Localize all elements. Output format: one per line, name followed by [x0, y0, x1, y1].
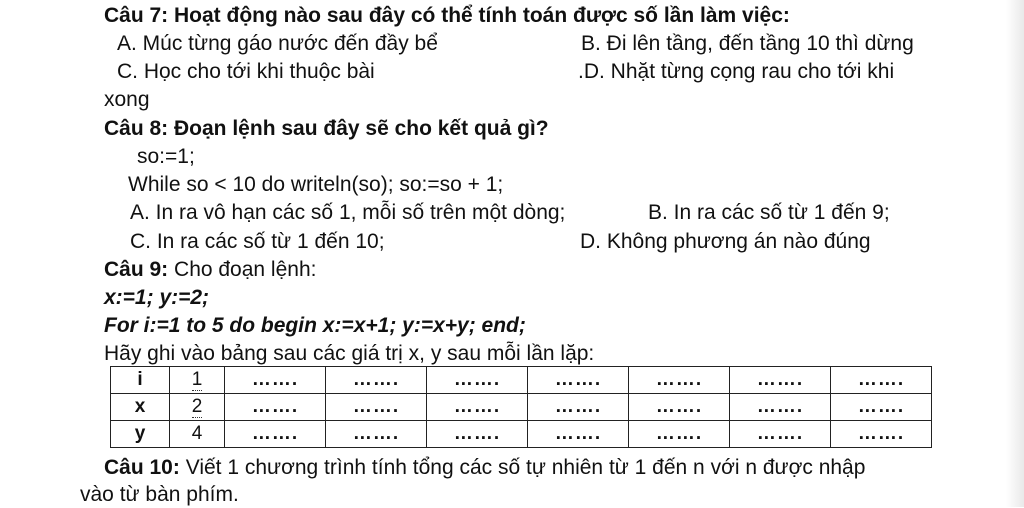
blank-cell: …….	[528, 367, 629, 394]
table-cell: 4	[170, 421, 225, 448]
blank-cell: …….	[629, 421, 730, 448]
blank-cell: …….	[730, 394, 831, 421]
q8-option-a: A. In ra vô hạn các số 1, mỗi số trên một dòng;	[130, 201, 566, 224]
q7-option-d: .D. Nhặt từng cọng rau cho tới khi	[578, 60, 895, 83]
q9-text: Cho đoạn lệnh:	[168, 258, 317, 281]
blank-cell: …….	[326, 394, 427, 421]
q8-option-d: D. Không phương án nào đúng	[580, 230, 871, 253]
q7-option-c: C. Học cho tới khi thuộc bài	[117, 60, 375, 83]
q9-instruction: Hãy ghi vào bảng sau các giá trị x, y sau mỗi lần lặp:	[104, 342, 595, 365]
table-row	[111, 367, 932, 394]
q9-heading	[104, 257, 316, 283]
q10-label: Câu 10:	[104, 456, 180, 479]
blank-cell: …….	[225, 421, 326, 448]
q9-code-line-1: x:=1; y:=2;	[104, 286, 210, 309]
row-label-y: y	[111, 421, 170, 448]
q10-heading	[104, 455, 865, 481]
blank-cell: …….	[730, 367, 831, 394]
blank-cell: …….	[326, 367, 427, 394]
blank-cell: …….	[427, 394, 528, 421]
table-cell: 2	[170, 394, 225, 421]
page-edge-shadow	[1006, 0, 1024, 507]
q9-code-line-2: For i:=1 to 5 do begin x:=x+1; y:=x+y; end;	[104, 314, 526, 337]
q10-text: Viết 1 chương trình tính tổng các số tự nhiên từ 1 đến n với n được nhập	[179, 456, 866, 479]
blank-cell: …….	[528, 421, 629, 448]
blank-cell: …….	[326, 421, 427, 448]
q8-title: Câu 8: Đoạn lệnh sau đây sẽ cho kết quả gì?	[104, 117, 549, 140]
q7-option-a: A. Múc từng gáo nước đến đầy bể	[117, 32, 438, 55]
blank-cell: …….	[528, 394, 629, 421]
blank-cell: …….	[427, 367, 528, 394]
q8-option-c: C. In ra các số từ 1 đến 10;	[130, 230, 385, 253]
blank-cell: …….	[225, 394, 326, 421]
blank-cell: …….	[629, 394, 730, 421]
q7-title: Câu 7: Hoạt động nào sau đây có thể tính toán được số lần làm việc:	[104, 4, 790, 27]
blank-cell: …….	[730, 421, 831, 448]
row-label-i: i	[111, 367, 170, 394]
q7-option-b: B. Đi lên tầng, đến tầng 10 thì dừng	[581, 32, 914, 55]
q9-label: Câu 9:	[104, 258, 169, 281]
q10-text-continued: vào từ bàn phím.	[80, 483, 239, 506]
q8-code-line-1: so:=1;	[137, 145, 195, 168]
blank-cell: …….	[225, 367, 326, 394]
row-label-x: x	[111, 394, 170, 421]
blank-cell: …….	[831, 394, 932, 421]
blank-cell: …….	[427, 421, 528, 448]
table-cell: 1	[170, 367, 225, 394]
table-row	[111, 394, 932, 421]
q8-option-b: B. In ra các số từ 1 đến 9;	[648, 201, 890, 224]
table-row	[111, 421, 932, 448]
iteration-table	[110, 366, 932, 448]
blank-cell: …….	[831, 367, 932, 394]
q8-code-line-2: While so < 10 do writeln(so); so:=so + 1;	[128, 173, 504, 196]
q7-option-d-continued: xong	[104, 88, 150, 111]
blank-cell: …….	[831, 421, 932, 448]
blank-cell: …….	[629, 367, 730, 394]
